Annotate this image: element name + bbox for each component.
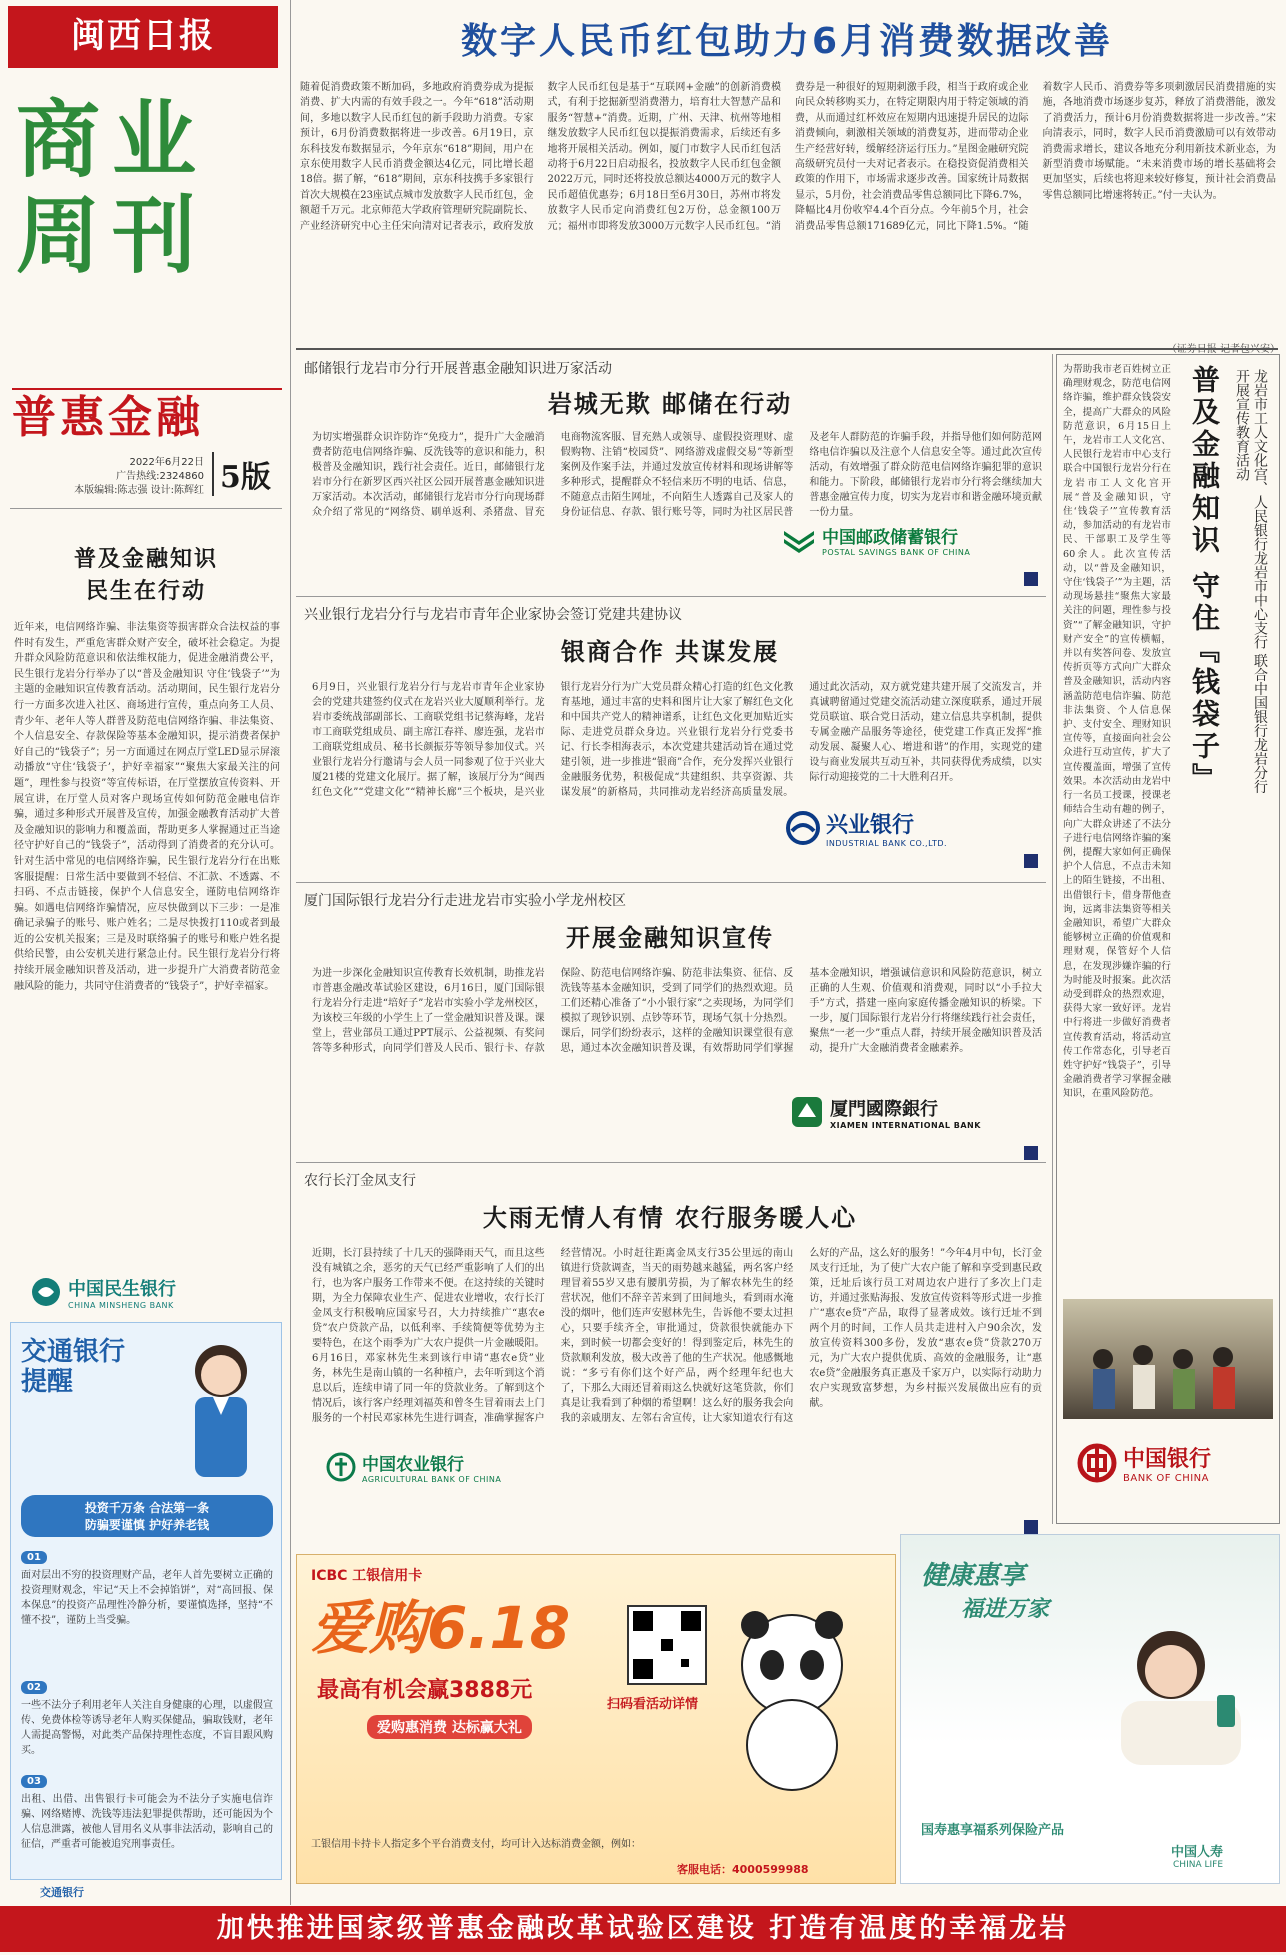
comm-tip-2	[21, 1675, 273, 1776]
page-number: 5版	[212, 452, 282, 496]
cmbc-headline-line1: 普及金融知识	[73, 547, 218, 572]
comm-title-line2: 提醒	[21, 1367, 74, 1397]
abc-kicker: 农行长汀金凤支行	[304, 1173, 416, 1189]
advisor-avatar-icon	[161, 1331, 271, 1481]
comm-reminder-title	[21, 1337, 171, 1397]
boc-body-continued	[1063, 795, 1273, 1315]
icbc-qr-code	[627, 1605, 707, 1685]
xib-body: 为进一步深化金融知识宣传教育长效机制，助推龙岩市普惠金融改革试验区建设，6月16日，厦门国际银行龙岩分行走进“培好子”龙岩市实验小学龙州校区，为该校三年级的小学生上了一堂金融知识普及课。课堂上，营业部员工通过PPT展示、公益视频、有奖问答等多种形式，向同学们普及人民币、银行卡、存款保险、防范电信网络诈骗、防范非法集资、征信、反洗钱等基本金融知识，受到了同学们的热烈欢迎。员工们还精心准备了“小小银行家”之卖现场，为同学们模拟了现钞识别、点钞等环节，现场气氛十分热烈。课后，同学们纷纷表示，这样的金融知识课堂很有意思，通过本次金融知识普及课，有效帮助同学们掌握基本金融知识，增强诚信意识和风险防范意识，树立正确的人生观、价值观和消费观，同时以“小手拉大手”方式，搭建一座向家庭传播金融知识的桥梁。下一步，厦门国际银行龙岩分行将继续践行社会责任，聚焦“一老一少”重点人群，持续开展金融知识普及活动，提升广大金融消费者金融素养。	[312, 968, 1042, 1054]
icbc-hotline: 客服电话：4000599988	[677, 1863, 809, 1876]
boc-body: 为帮助我市老百姓树立正确理财观念，防范电信网络诈骗，维护群众钱袋安全，提高广大群众的风险防范意识，6月15日上午，龙岩市工人文化宫、人民银行龙岩市中心支行联合中国银行龙岩分行在龙岩市工人文化宫开展“普及金融知识，守住‘钱袋子’”宣传教育活动，参加活动的有龙岩市民、干部职工及学生等60余人。此次宣传活动，以“普及金融知识，守住‘钱袋子’”为主题，活动现场悬挂“聚焦大家最关注的问题，理性参与投资”“了解金融知识，守护财产安全”的宣传横幅，并以有奖答问卷、发放宣传折页等方式向广大群众普及金融知识，活动内容涵盖防范电信诈骗、防范非法集资、个人信息保护、支付安全、理财知识宣传等，直接面向社会公众进行互动宣传，扩大了宣传覆盖面，增强了宣传效果。本次活动由龙岩中行一名员工授课，授课老师结合生动有趣的例子，向广大群众讲述了不法分子进行电信网络诈骗的案例，提醒大家如何正确保护个人信息，不点击未知上的陌生链接，不出租、出借银行卡，借身帮他查询，远离非法集资等相关金融知识，希望广大群众能够树立正确的价值观和理财观，保管好个人信息，在发现涉嫌诈骗的行为时能及时报案。此次活动受到群众的热烈欢迎，获得大家一致好评。龙岩中行将进一步做好消费者宣传教育活动，将活动宣传工作常态化，引导老百姓守护好“钱袋子”，引导金融消费者学习掌握金融知识，在重风险防范。	[1063, 364, 1171, 1100]
issue-date: 2022年6月22日	[129, 457, 204, 468]
xib-headline: 开展金融知识宣传	[566, 924, 774, 952]
comm-slogan	[21, 1495, 273, 1537]
tip-2-text: 一些不法分子利用老年人关注自身健康的心理，以虚假宣传、免费体检等诱导老年人购买保健品，骗取钱财，老年人需提高警惕，对此类产品保持理性态度，不盲目跟风购买。	[21, 1700, 273, 1756]
psbc-body: 为切实增强群众识诈防诈“免疫力”，提升广大金融消费者防范电信网络诈骗、反洗钱等的意识和能力，积极普及金融知识，践行社会责任。近日，邮储银行龙岩市分行在新罗区西兴社区公园开展普惠金融知识进万家活动。本次活动，邮储银行龙岩市分行向现场群众介绍了常见的“网络贷、刷单返利、杀猪盘、冒充电商物流客服、冒充熟人或领导、虚假投资理财、虚假购物、注销“校园贷”、网络游戏虚假交易”等新型案例及作案手法，并通过发放宣传材料和现场讲解等多种形式，提醒群众不轻信来历不明的电话、信息，不随意点击陌生网址，不向陌生人透露自己及家人的身份证信息、存款、银行账号等，同时为社区居民普及老年人群防范的诈骗手段，并指导他们如何防范网络电信诈骗以及注意个人信息安全等。通过此次宣传活动，有效增强了群众防范电信网络诈骗犯罪的意识和能力。下阶段，邮储银行龙岩市分行将会继续加大普惠金融宣传力度，切实为龙岩市和谐金融环境贡献一份力量。	[312, 432, 1042, 518]
comm-slogan-line1: 投资千万条 合法第一条	[84, 1501, 210, 1515]
masthead-meta	[14, 456, 204, 498]
comm-reminder-panel	[10, 1322, 282, 1880]
boc-logo-icon	[1077, 1443, 1117, 1483]
boc-vertical-title: 普及金融知识 守住『钱袋子』	[1188, 365, 1221, 795]
psbc-logo-en: POSTAL SAVINGS BANK OF CHINA	[822, 548, 971, 557]
footer-banner: 加快推进国家级普惠金融改革试验区建设 打造有温度的幸福龙岩	[0, 1906, 1286, 1952]
cib-headline: 银商合作 共谋发展	[560, 638, 780, 666]
tip-1-text: 面对层出不穷的投资理财产品，老年人首先要树立正确的投资理财观念，牢记“天上不会掉馅饼”，对“高回报、保本保息”的投资产品理性冷静分析，要谨慎选择，坚持“不懂不投”，谨防上当受骗。	[21, 1570, 273, 1626]
supplement-title-line1: 商业周刊	[16, 90, 209, 285]
cib-logo-icon	[786, 811, 820, 845]
boc-logo-en: BANK OF CHINA	[1123, 1473, 1209, 1484]
icbc-ad-tagline: 爱购惠消费 达标赢大礼	[367, 1715, 532, 1739]
cmbc-body: 近年来，电信网络诈骗、非法集资等损害群众合法权益的事件时有发生，严重危害群众财产安全，破坏社会稳定。为提升群众风险防范意识和依法维权能力，促进金融消费公平，民生银行龙岩分行举办了以“普及金融知识 守住‘钱袋子’”为主题的金融知识宣传教育活动。活动期间，民生银行龙岩分行一方面多次进入社区、商场进行宣传，重点向务工人员、青少年、老年人等人群普及防范电信网络诈骗、非法集资、个人信息安全、存款保险等基本金融知识，提示消费者保护好自己的“钱袋子”；另一方面通过在网点厅堂LED显示屏滚动播放“守住‘钱袋子’，护好幸福家”“聚焦大家最关注的问题”，理性参与投资”等宣传标语，在厅堂摆放宣传资料、开展宣讲，在厅堂人员对客户现场宣传如何防范金融电信诈骗，通过多种形式开展普及宣传，加强金融教育活动扩大普及金融知识的影响力和覆盖面，帮助更多人掌握通过正当途径守护好自己的“钱袋子”，活动得到了消费者的充分认可。针对生活中常见的电信网络诈骗，民生银行龙岩分行在出账客服提醒：日常生活中要做到不轻信、不汇款、不透露、不扫码、不点击链接，保护个人信息安全，谨防电信网络诈骗。如遇电信网络诈骗情况，应尽快做到以下三步：一是准确记录骗子的账号、账户姓名；二是尽快拨打110或者到最近的公安机关报案；三是及时联络骗子的账号和账户姓名提供给民警，由公安机关进行紧急止付。民生银行龙岩分行将持续开展金融知识普及活动，进一步提升广大消费者防范金融风险的能力，共同守住消费者的“钱袋子”，护好幸福家。	[14, 622, 280, 992]
event-photo-icon	[1063, 1299, 1273, 1419]
life-ad-company	[1171, 1841, 1223, 1870]
xib-logo	[790, 1090, 1026, 1134]
abc-logo-icon	[326, 1452, 356, 1482]
icbc-brand: ICBC 工银信用卡	[311, 1568, 423, 1584]
tip-3-text: 出租、出借、出售银行卡可能会为不法分子实施电信诈骗、网络赌博、洗钱等违法犯罪提供帮助，还可能因为个人信息泄露，被他人冒用名义从事非法活动，影响自己的征信，严重者可能被追究刑事责任。	[21, 1794, 273, 1850]
psbc-logo-icon	[782, 527, 816, 553]
xib-logo-en: XIAMEN INTERNATIONAL BANK	[830, 1120, 981, 1130]
china-life-ad	[900, 1534, 1280, 1884]
abc-logo-en: AGRICULTURAL BANK OF CHINA	[362, 1475, 502, 1484]
section-end-marker	[1024, 854, 1038, 868]
life-company-en: CHINA LIFE	[1173, 1860, 1224, 1870]
abc-body: 近期，长汀县持续了十几天的强降雨天气，而且这些没有城镇之余，恶劣的天气已经严重影响了人们的出行，也为客户服务工作带来不便。在这持续的关键时期，为全力保障农业生产、促进农业增收，农行长汀金凤支行积极响应国家号召，大力持续推广“惠农e贷”农户贷款产品，以低利率、手续简便等优势为主要特色，在这个雨季为广大农户提供一片金融暖阳。6月16日，邓家林先生来到该行申请“惠农e贷”业务，林先生是南山镇的一名种植户，去年听到这个消息以后，连续申请了同一年的贷款业务。了解到这个情况后，该行客户经理刘福英和曾冬生冒着雨去上门服务的一个村民邓家林先生进行调查，准确掌握客户经营情况。小时赶往距离金凤支行35公里远的南山镇进行贷款调查，当天的雨势越来越猛，两名客户经理冒着55岁又患有腰肌劳损，为了解农林先生的经营状况，他们不辞辛苦来到了田间地头，看到雨水淹没的烟叶，他们连声安慰林先生，告诉他不要太过担心，只要手续齐全，审批通过，贷款很快就能办下来，到时候一切都会变好的！得到鉴定后，林先生的贷款顺利发放，极大改善了他的生产状况。他感慨地说：“多亏有你们这个好产品，两个经理年纪也大了，下那么大雨还冒着雨这么快就好这笔贷款，你们真是让我看到了种烟的希望啊！这么好的服务我会向我的亲戚朋友、左邻右舍宣传，让大家知道农行有这么好的产品，这么好的服务！”今年4月中旬，长汀金凤支行迁址，为了使广大农户能了解和享受到惠民政策，迁址后该行员工对周边农户进行了多次上门走访，并通过张贴海报、发放宣传资料等形式进一步推广“惠农e贷”产品，取得了显著成效。该行迁址不到两个月的时间，工作人员共走进村入户90余次，发放宣传资料300多份，发放“惠农e贷”贷款270万元，为广大农户提供优质、高效的金融服务，让“惠农e贷”金融服务真正惠及千家万户，以实际行动助力农户实现致富梦想，为乡村振兴发展做出应有的贡献。	[312, 1248, 1042, 1424]
comm-tip-1	[21, 1545, 273, 1680]
cmbc-logo-en: CHINA MINSHENG BANK	[68, 1300, 174, 1310]
tip-1-number: 01	[21, 1551, 47, 1564]
boc-event-photo	[1063, 1299, 1273, 1419]
xib-kicker: 厦门国际银行龙岩分行走进龙岩市实验小学龙州校区	[304, 893, 626, 909]
xib-logo-cn: 厦門國際銀行	[830, 1098, 938, 1120]
life-slogan-1: 健康惠享	[921, 1561, 1026, 1591]
abc-logo	[326, 1446, 526, 1488]
comm-tip-3	[21, 1769, 273, 1884]
comm-logo: 交通银行	[40, 1886, 84, 1899]
abc-logo-cn: 中国农业银行	[362, 1455, 464, 1475]
editors-credit: 本版编辑:陈志强 设计:陈辉红	[74, 485, 204, 496]
boc-logo-cn: 中国银行	[1123, 1447, 1212, 1472]
section-end-marker	[1024, 1146, 1038, 1160]
icbc-ad-title: 爱购6.18	[311, 1594, 571, 1662]
cmbc-logo-icon	[30, 1276, 62, 1308]
icbc-ad-footer: 工银信用卡持卡人指定多个平台消费支付，均可计入达标消费金额，例如：	[311, 1839, 641, 1850]
icbc-ad-prize: 最高有机会赢3888元	[317, 1678, 533, 1703]
abc-headline: 大雨无情人有情 农行服务暖人心	[482, 1204, 858, 1232]
masthead-subtitle: 普惠金融	[12, 392, 204, 443]
masthead-subtitle-bar	[12, 388, 282, 446]
cib-logo	[786, 806, 1022, 850]
top-story-headline: 数字人民币红包助力6月消费数据改善	[460, 21, 1114, 62]
tip-2-number: 02	[21, 1681, 47, 1694]
life-slogan-2: 福进万家	[961, 1596, 1050, 1622]
icbc-ad	[296, 1554, 896, 1884]
psbc-headline: 岩城无欺 邮储在行动	[547, 390, 793, 418]
psbc-kicker: 邮储银行龙岩市分行开展普惠金融知识进万家活动	[304, 361, 612, 377]
panda-icon	[717, 1595, 867, 1795]
tip-3-number: 03	[21, 1775, 47, 1788]
psbc-logo-cn: 中国邮政储蓄银行	[822, 528, 958, 548]
section-end-marker	[1024, 1520, 1038, 1534]
top-story-byline: （证券日报 记者包兴安）	[1166, 344, 1280, 355]
top-story-body: 随着促消费政策不断加码，多地政府消费券成为提振消费、扩大内需的有效手段之一。今年“618”活动期间，多地以数字人民币红包的新手段助力消费。专家预计，6月份消费数据将进一步改善。6月19日，京东科技发布数据显示，今年京东“618”期间，用户在京东使用数字人民币消费金额达4亿元，同比增长超18倍。据了解，“618”期间，京东科技携手多家银行首次大规模在23座试点城市发放数字人民币红包，金额超千万元。北京师范大学政府管理研究院副院长、产业经济研究中心主任宋向清对记者表示，政府发放数字人民币红包是基于“互联网+金融”的创新消费模式，有利于挖掘新型消费潜力，培育壮大智慧产品和服务“智慧+”消费。近期，广州、天津、杭州等地相继发放数字人民币红包以提振消费需求，后续还有多地将开展相关活动。例如，厦门市数字人民币红包活动将于6月22日启动报名，投放数字人民币红包金额2022万元，同时还将投放总额达4000万元的数字人民币超值优惠券；6月18日至6月30日，苏州市将发放数字人民币定向消费红包2万份，总金额100万元；福州市即将发放3000万元数字人民币红包。“消费券是一种很好的短期刺激手段，相当于政府或企业向民众转移购买力，在特定期限内用于特定领域的消费，从而通过红杯效应在短期内迅速提升居民的边际消费倾向，刺激相关领域的消费复苏，进而带动企业生产经营好转，缓解经济运行压力。”星图金融研究院高级研究员付一夫对记者表示。在稳投资促消费相关政策的作用下，市场需求逐步改善。国家统计局数据显示，5月份，社会消费品零售总额同比下降6.7%，降幅比4月份收窄4.4个百分点。今年前5个月，社会消费品零售总额171689亿元，同比下降1.5%。“随着数字人民币、消费券等多项刺激居民消费措施的实施，各地消费市场逐步复苏，释放了消费潜能，激发了消费活力，预计6月份消费数据将进一步改善。”宋向清表示，同时，数字人民币消费激励可以有效带动消费需求增长，建议各地充分利用新技术新业态，为新型消费市场赋能。“未来消费市场的增长基础将会更加坚实，后续也将迎来较好修复，预计社会消费品零售总额同比增速将转正。”付一夫认为。	[300, 82, 1276, 232]
comm-slogan-line2: 防骗要谨慎 护好养老钱	[84, 1518, 210, 1532]
life-company-cn: 中国人寿	[1171, 1845, 1224, 1860]
cib-logo-cn: 兴业银行	[826, 813, 915, 838]
supplement-title	[16, 92, 286, 284]
boc-vertical-kicker	[1233, 369, 1269, 799]
qr-code-icon	[629, 1607, 705, 1683]
newspaper-logo: 闽西日报	[8, 6, 278, 68]
life-ad-photo	[1021, 1615, 1271, 1765]
life-ad-product: 国寿惠享福系列保险产品	[921, 1823, 1065, 1838]
psbc-logo	[782, 520, 1042, 560]
boc-panel	[1056, 354, 1280, 1524]
cmbc-headline-line2: 民生在行动	[85, 579, 206, 604]
boc-logo	[1077, 1433, 1277, 1493]
boc-kicker-line1: 龙岩市工人文化宫、人民银行龙岩市中心支行	[1252, 369, 1268, 649]
panda-mascot	[717, 1595, 867, 1795]
comm-title-line1: 交通银行	[21, 1337, 126, 1367]
cib-logo-en: INDUSTRIAL BANK CO.,LTD.	[826, 839, 948, 848]
cib-kicker: 兴业银行龙岩分行与龙岩市青年企业家协会签订党建共建协议	[304, 607, 682, 623]
boc-kicker-line2: 联合中国银行龙岩分行开展宣传教育活动	[1234, 369, 1268, 794]
icbc-qr-note: 扫码看活动详情	[607, 1697, 699, 1712]
cmbc-logo-cn: 中国民生银行	[68, 1278, 176, 1300]
life-ad-slogan	[921, 1555, 1049, 1623]
cmbc-logo	[30, 1272, 280, 1312]
comm-mascot	[161, 1331, 271, 1481]
ad-hotline: 广告热线:2324860	[116, 471, 204, 482]
woman-with-phone-icon	[1021, 1615, 1271, 1765]
xib-logo-icon	[790, 1095, 824, 1129]
cmbc-headline	[10, 544, 282, 608]
cib-body: 6月9日，兴业银行龙岩分行与龙岩市青年企业家协会的党建共建签约仪式在龙岩兴业大厦顺利举行。龙岩市委统战部副部长、工商联党组书记蔡海峰，龙岩市工商联党组成员、副主席江春祥、廖连强，龙岩市工商联党组成员、秘书长颜振芬等领导参加仪式。兴业银行龙岩分行邀请与会人员一同参观了位于兴业大厦21楼的党建文化展厅。据了解，该展厅分为“闽西红色文化”“党建文化”“精神长廊”三个板块，是兴业银行龙岩分行为广大党员群众精心打造的红色文化教育基地，通过丰富的史料和图片让大家了解红色文化和中国共产党人的精神谱系，让红色文化更加贴近实际、走进党员群众身边。兴业银行龙岩分行党委书记、行长李相海表示，本次党建共建活动旨在通过党建引领，进一步推进“银商”合作，充分发挥兴业银行金融服务优势，积极促成“共建组织、共享资源、共谋发展”的新格局，共同推动龙岩经济高质量发展。通过此次活动，双方就党建共建开展了交流发言，并真诚聘留通过党建交流活动建立深度联系，通过开展党员联谊、联合党日活动，建立信息共享机制，提供专属金融产品服务等途径，使党建工作真正发挥“推动发展、凝聚人心、增进和谐”的作用，实现党的建设与商业发展共互动互补，共同获得优秀成绩，以实际行动迎接党的二十大胜利召开。	[312, 682, 1042, 798]
section-end-marker	[1024, 572, 1038, 586]
